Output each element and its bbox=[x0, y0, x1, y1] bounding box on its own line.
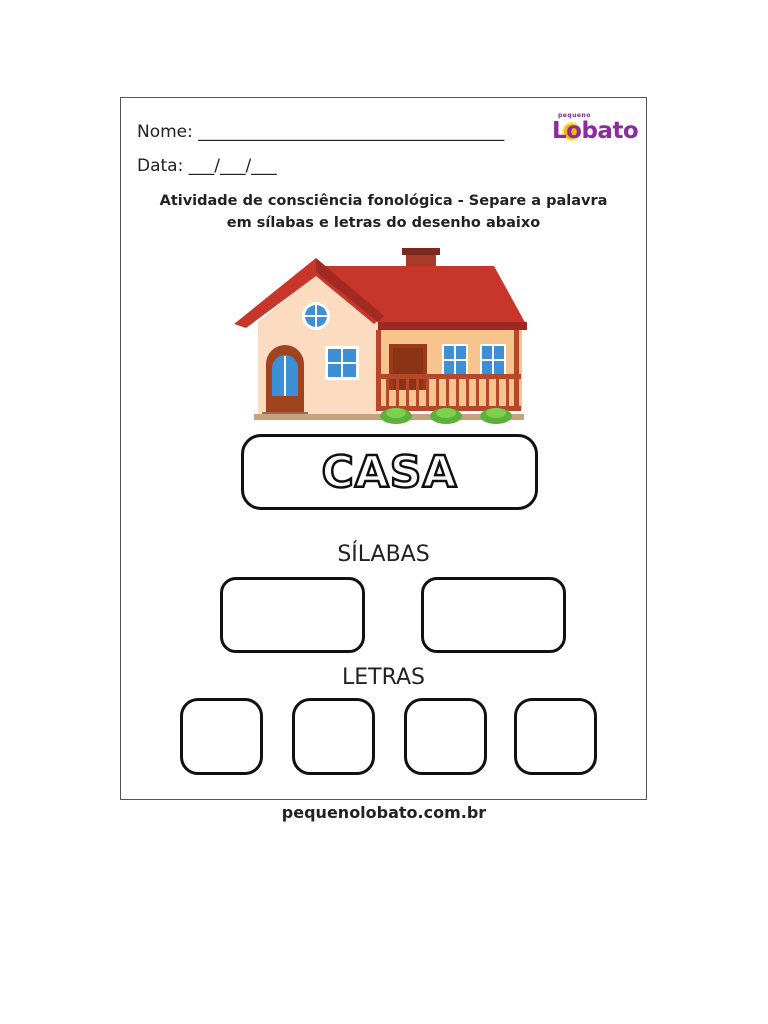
letter-box-3[interactable] bbox=[404, 698, 487, 775]
letter-box-4[interactable] bbox=[514, 698, 597, 775]
date-field[interactable]: Data: ___/___/___ bbox=[137, 156, 277, 176]
logo-brand-text: Lobato bbox=[552, 118, 639, 144]
worksheet-page bbox=[120, 97, 647, 800]
letter-box-1[interactable] bbox=[180, 698, 263, 775]
syllable-box-2[interactable] bbox=[421, 577, 566, 653]
footer-url: pequenolobato.com.br bbox=[281, 803, 487, 822]
silabas-heading: SÍLABAS bbox=[337, 542, 430, 567]
instruction-line-2: em sílabas e letras do desenho abaixo bbox=[226, 215, 541, 231]
name-field[interactable]: Nome: ____________________________________ bbox=[137, 122, 505, 142]
syllable-box-1[interactable] bbox=[220, 577, 365, 653]
target-word: CASA bbox=[321, 446, 458, 498]
letter-box-2[interactable] bbox=[292, 698, 375, 775]
pequeno-lobato-logo bbox=[552, 112, 639, 146]
house-illustration bbox=[234, 246, 529, 428]
logo-small-text: pequeno bbox=[558, 112, 591, 119]
activity-instruction bbox=[131, 190, 636, 234]
letras-heading: LETRAS bbox=[341, 665, 425, 690]
instruction-line-1: Atividade de consciência fonológica - Separe a palavra bbox=[159, 193, 608, 209]
word-box bbox=[241, 434, 538, 510]
